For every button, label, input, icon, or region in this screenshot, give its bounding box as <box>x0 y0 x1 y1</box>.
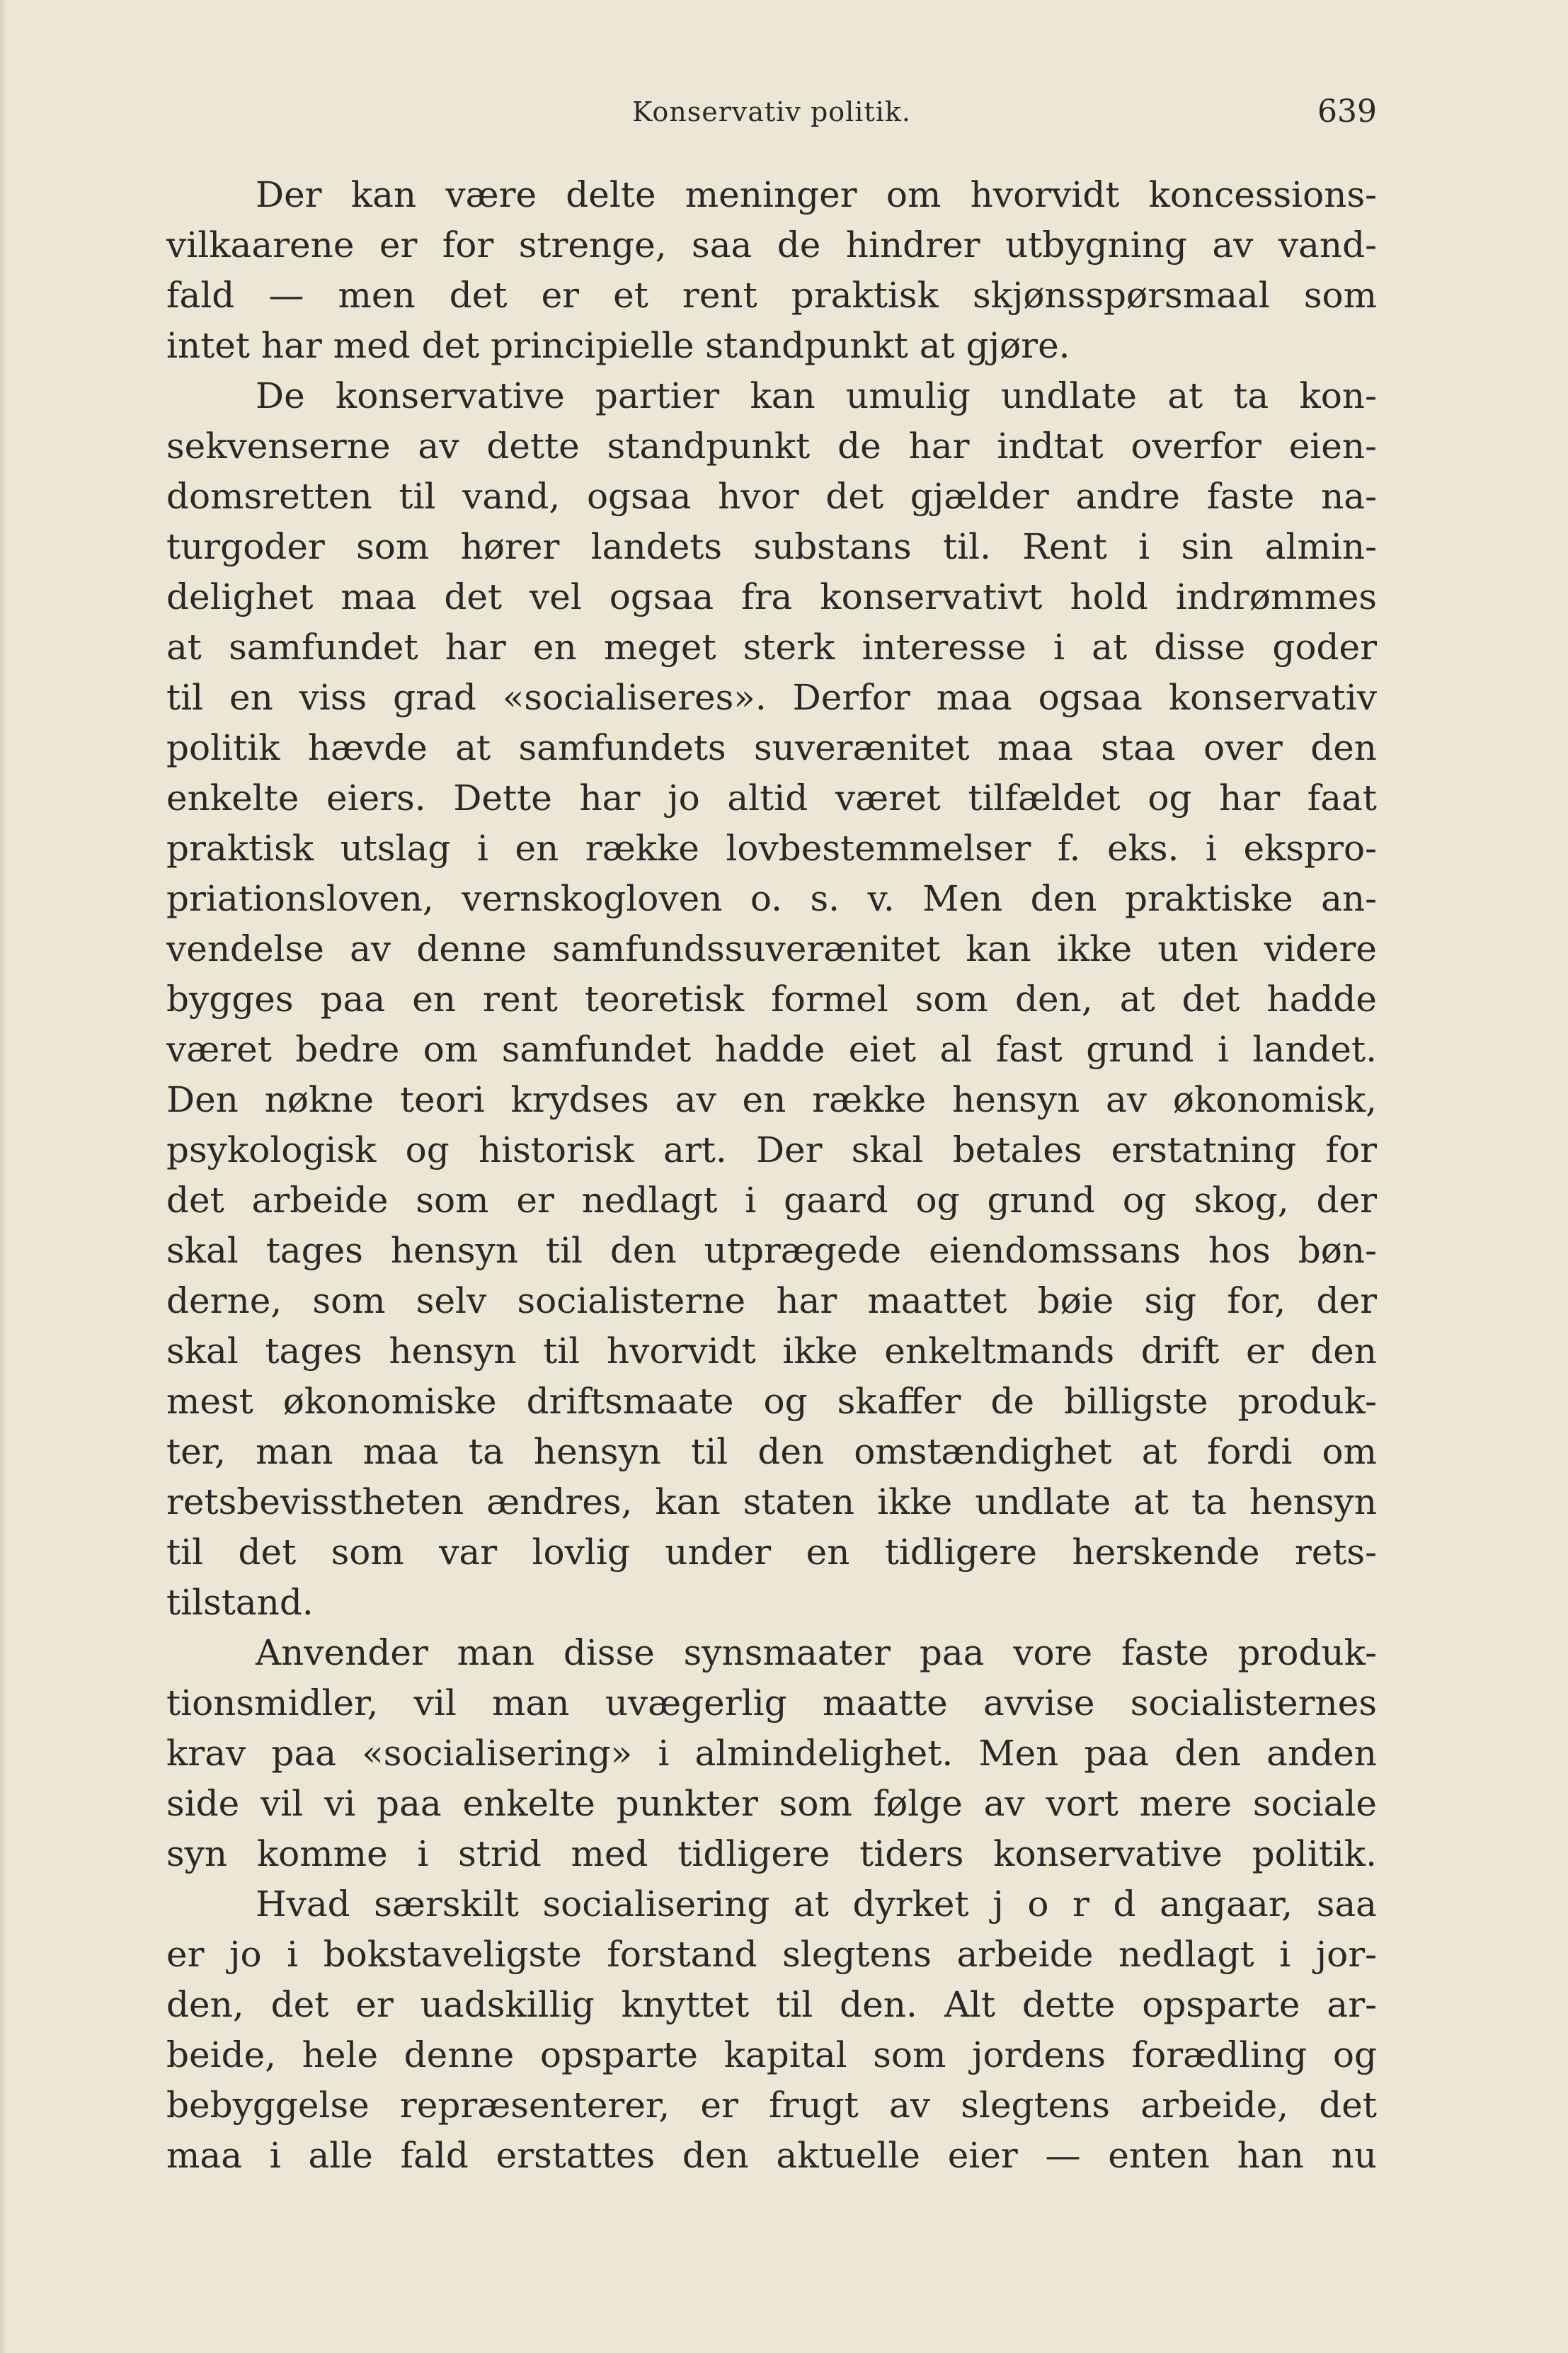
text-line: Der kan være delte meninger om hvorvidt koncessions- <box>256 174 1377 215</box>
text-line: det arbeide som er nedlagt i gaard og grund og skog, der <box>166 1180 1377 1221</box>
text-line: ter, man maa ta hensyn til den omstændighet at fordi om <box>166 1431 1377 1472</box>
page-edge <box>0 0 7 2353</box>
text-line: praktisk utslag i en række lovbestemmelser f. eks. i ekspro- <box>166 828 1377 869</box>
text-line: Anvender man disse synsmaater paa vore faste produk- <box>256 1632 1377 1673</box>
text-line: skal tages hensyn til hvorvidt ikke enkeltmands drift er den <box>166 1331 1377 1372</box>
text-line: priationsloven, vernskogloven o. s. v. Men den praktiske an- <box>166 878 1377 919</box>
text-line: vendelse av denne samfundssuverænitet kan ikke uten videre <box>166 928 1377 969</box>
text-line: turgoder som hører landets substans til. Rent i sin almin- <box>166 526 1377 567</box>
text-line: enkelte eiers. Dette har jo altid været tilfældet og har faat <box>166 777 1377 819</box>
text-line: krav paa «socialisering» i almindelighet. Men paa den anden <box>166 1733 1377 1774</box>
text-line: side vil vi paa enkelte punkter som følge av vort mere sociale <box>166 1783 1377 1824</box>
text-line: derne, som selv socialisterne har maattet bøie sig for, der <box>166 1280 1377 1321</box>
text-line: er jo i bokstaveligste forstand slegtens arbeide nedlagt i jor- <box>166 1934 1377 1975</box>
text-line: været bedre om samfundet hadde eiet al fast grund i landet. <box>166 1029 1377 1070</box>
text-line: domsretten til vand, ogsaa hvor det gjælder andre faste na- <box>166 476 1377 517</box>
text-line: fald — men det er et rent praktisk skjønsspørsmaal som <box>166 275 1377 316</box>
running-title: Konservativ politik. <box>631 96 911 127</box>
text-line: beide, hele denne opsparte kapital som jordens forædling og <box>166 2034 1377 2075</box>
text-line: bebyggelse repræsenterer, er frugt av slegtens arbeide, det <box>166 2085 1377 2126</box>
body-text <box>166 170 1377 2181</box>
text-line: psykologisk og historisk art. Der skal betales erstatning for <box>166 1129 1377 1170</box>
page-number: 639 <box>1317 93 1377 130</box>
text-line: politik hævde at samfundets suverænitet maa staa over den <box>166 727 1377 768</box>
text-line: Den nøkne teori krydses av en række hensyn av økonomisk, <box>166 1079 1377 1120</box>
text-line: tilstand. <box>166 1582 314 1623</box>
text-line: intet har med det principielle standpunkt at gjøre. <box>166 325 1070 366</box>
text-line: syn komme i strid med tidligere tiders konservative politik. <box>166 1833 1377 1874</box>
text-line: De konservative partier kan umulig undlate at ta kon- <box>256 375 1377 416</box>
running-header <box>166 91 1377 133</box>
text-line: den, det er uadskillig knyttet til den. Alt dette opsparte ar- <box>166 1984 1377 2025</box>
text-line: maa i alle fald erstattes den aktuelle eier — enten han nu <box>166 2135 1377 2176</box>
text-line: til en viss grad «socialiseres». Derfor maa ogsaa konservativ <box>166 677 1377 718</box>
text-line: delighet maa det vel ogsaa fra konservativt hold indrømmes <box>166 576 1377 617</box>
text-line: retsbevisstheten ændres, kan staten ikke undlate at ta hensyn <box>166 1481 1377 1522</box>
text-line: tionsmidler, vil man uvægerlig maatte avvise socialisternes <box>166 1682 1377 1724</box>
text-line: mest økonomiske driftsmaate og skaffer de billigste produk- <box>166 1381 1377 1422</box>
text-line: at samfundet har en meget sterk interesse i at disse goder <box>166 627 1377 668</box>
text-line: sekvenserne av dette standpunkt de har indtat overfor eien- <box>166 426 1377 467</box>
text-line: til det som var lovlig under en tidligere herskende rets- <box>166 1532 1377 1573</box>
text-line: bygges paa en rent teoretisk formel som den, at det hadde <box>166 979 1377 1020</box>
text-line: skal tages hensyn til den utprægede eiendomssans hos bøn- <box>166 1230 1377 1271</box>
text-line: vilkaarene er for strenge, saa de hindrer utbygning av vand- <box>166 224 1377 266</box>
text-line: Hvad særskilt socialisering at dyrket j o r d angaar, saa <box>256 1884 1377 1925</box>
